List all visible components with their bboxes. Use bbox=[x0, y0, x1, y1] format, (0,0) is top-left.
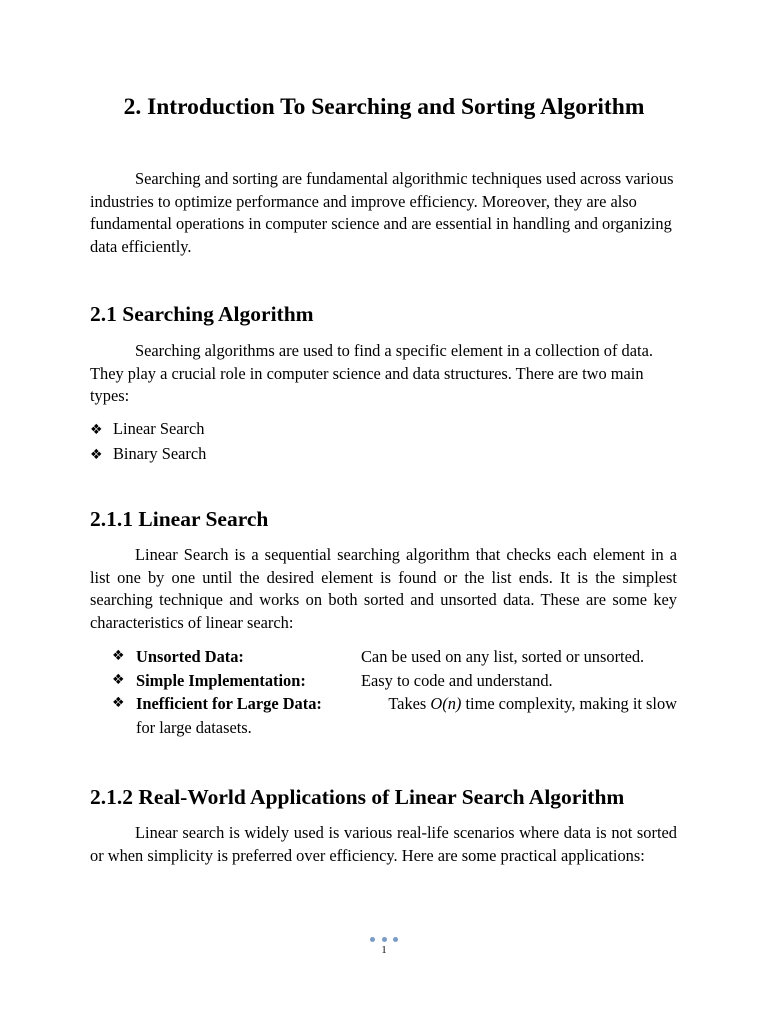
characteristics-list bbox=[112, 645, 677, 740]
description-text: Takes bbox=[388, 694, 431, 714]
section-2-1-2-heading: 2.1.2 Real-World Applications of Linear Search Algorithm bbox=[90, 785, 625, 809]
diamond-bullet-icon: ❖ bbox=[112, 671, 125, 688]
section-2-1-1-heading: 2.1.1 Linear Search bbox=[90, 507, 269, 531]
diamond-bullet-icon: ❖ bbox=[90, 447, 103, 463]
page-number: 1 bbox=[381, 945, 387, 956]
dot-icon bbox=[370, 937, 375, 942]
characteristic-description: Can be used on any list, sorted or unsorted. bbox=[361, 647, 645, 666]
characteristic-description bbox=[388, 692, 677, 716]
list-item bbox=[112, 645, 677, 669]
diamond-bullet-icon: ❖ bbox=[112, 648, 125, 664]
list-item bbox=[112, 669, 677, 693]
dot-icon bbox=[393, 937, 398, 942]
search-types-list bbox=[90, 417, 206, 467]
footer-dots-ornament bbox=[370, 935, 398, 943]
characteristic-description: Easy to code and understand. bbox=[361, 670, 553, 690]
list-item-label: Linear Search bbox=[113, 419, 205, 438]
list-item-label: Binary Search bbox=[113, 444, 207, 463]
dot-icon bbox=[382, 937, 387, 942]
list-item bbox=[112, 692, 677, 739]
section-2-1-1-paragraph: Linear Search is a sequential searching algorithm that checks each element in a list one by one until the desired element is found or the list ends. It is the simplest searching technique and works on both sorted and unsorted data. These are some key characteristics of linear search: bbox=[90, 545, 677, 632]
characteristic-term: Simple Implementation: bbox=[136, 670, 306, 690]
diamond-bullet-icon: ❖ bbox=[90, 422, 103, 438]
characteristic-term: Unsorted Data: bbox=[136, 647, 244, 666]
characteristic-continuation: for large datasets. bbox=[136, 718, 252, 738]
description-text: time complexity, making it slow bbox=[461, 694, 677, 714]
list-item bbox=[90, 417, 206, 442]
section-2-1-paragraph: Searching algorithms are used to find a specific element in a collection of data. They play a crucial role in computer science and data structures. There are two main types: bbox=[90, 341, 653, 406]
complexity-notation: O(n) bbox=[430, 694, 462, 714]
diamond-bullet-icon: ❖ bbox=[112, 695, 125, 712]
list-item bbox=[90, 442, 206, 467]
chapter-title: 2. Introduction To Searching and Sorting Algorithm bbox=[123, 94, 645, 120]
characteristic-term: Inefficient for Large Data: bbox=[136, 694, 322, 714]
section-2-1-heading: 2.1 Searching Algorithm bbox=[90, 302, 314, 326]
intro-paragraph: Searching and sorting are fundamental algorithmic techniques used across various industries to optimize performance and improve efficiency. Moreover, they are also fundamental operations in computer science and are essential in handling and organizing data efficiently. bbox=[90, 169, 674, 256]
characteristic-line bbox=[136, 692, 677, 716]
section-2-1-2-paragraph: Linear search is widely used is various real-life scenarios where data is not sorted or when simplicity is preferred over efficiency. Here are some practical applications: bbox=[90, 823, 677, 865]
